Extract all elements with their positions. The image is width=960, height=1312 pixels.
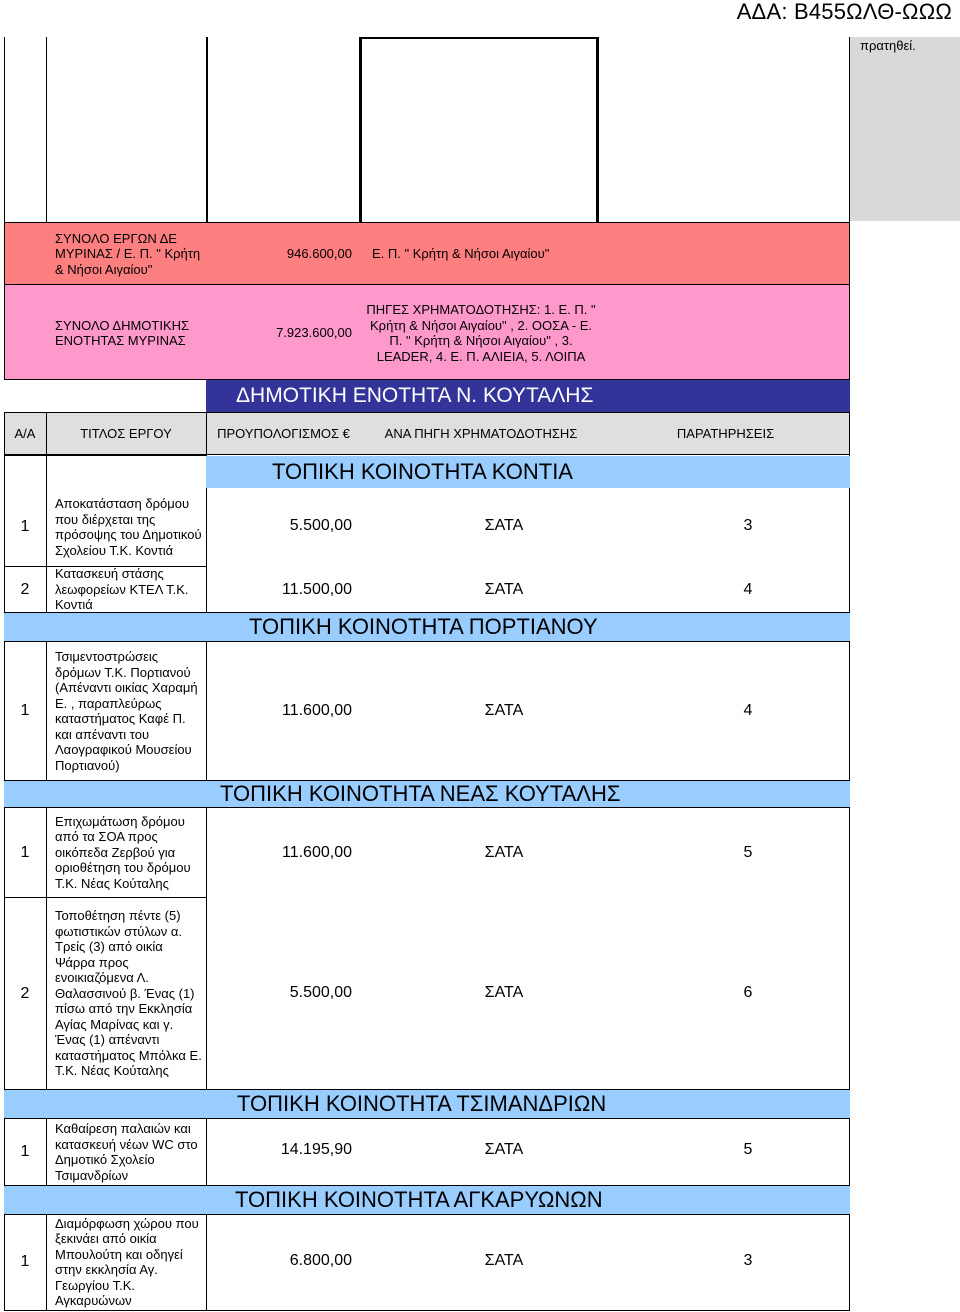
project-title: Αποκατάσταση δρόμου που διέρχεται της πρόσοψης του Δημοτικού Σχολείου Τ.Κ. Κοντιά xyxy=(55,496,202,558)
project-aa: 1 xyxy=(20,702,30,719)
community-nea-koutali: ΤΟΠΙΚΗ ΚΟΙΝΟΤΗΤΑ ΝΕΑΣ ΚΟΥΤΑΛΗΣ xyxy=(220,781,621,806)
project-remark: 4 xyxy=(743,702,753,719)
project-source: ΣΑΤΑ xyxy=(484,702,524,719)
ada-code: ΑΔΑ: Β455ΩΛΘ-ΩΩΩ xyxy=(736,0,952,24)
project-source: ΣΑΤΑ xyxy=(484,1141,524,1158)
project-aa: 2 xyxy=(20,984,30,1002)
header-remarks: ΠΑΡΑΤΗΡΗΣΕΙΣ xyxy=(676,425,775,441)
project-title: Κατασκευή στάσης λεωφορείων ΚΤΕΛ Τ.Κ. Κοντιά xyxy=(55,566,189,613)
project-title: Τοποθέτηση πέντε (5) φωτιστικών στύλων α. Τρείς (3) από οικία Ψάρρα προς ενοικιαζόμενα Λ. Θαλασσινού β. Ένας (1) πίσω από την Εκκλησία Αγίας Μαρίνας και γ. Ένας (1) απέναντι καταστήματος Μπόλκα Ε. Τ.Κ. Νέας Κούταλης xyxy=(55,908,202,1079)
project-budget: 6.800,00 xyxy=(289,1252,352,1269)
project-title: Τσιμεντοστρώσεις δρόμων Τ.Κ. Πορτιανού (Απέναντι οικίας Χαραμή Ε. , παραπλεύρως καταστήματος Καφέ Π. και απέναντι του Λαογραφικού Μουσείου Πορτιανού) xyxy=(55,649,198,773)
header-source: ΑΝΑ ΠΗΓΗ ΧΡΗΜΑΤΟΔΟΤΗΣΗΣ xyxy=(384,425,578,441)
project-title: Καθαίρεση παλαιών και κατασκευή νέων WC στο Δημοτικό Σχολείο Τσιμανδρίων xyxy=(55,1121,198,1183)
project-source: ΣΑΤΑ xyxy=(484,844,524,861)
project-title: Διαμόρφωση χώρου που ξεκινάει από οικία Μπουλούτη και οδηγεί στην εκκλησία Αγ. Γεωργίου Τ.Κ. Αγκαρυώνων xyxy=(55,1215,199,1308)
summary-works-title: ΣΥΝΟΛΟ ΕΡΓΩΝ ΔΕ ΜΥΡΙΝΑΣ / Ε. Π. " Κρήτη & Νήσοι Αιγαίου" xyxy=(55,230,201,277)
project-aa: 2 xyxy=(20,580,30,598)
project-remark: 5 xyxy=(743,1141,753,1158)
community-kontia: ΤΟΠΙΚΗ ΚΟΙΝΟΤΗΤΑ ΚΟΝΤΙΑ xyxy=(272,459,573,484)
project-aa: 1 xyxy=(20,518,30,535)
budget-cell-top xyxy=(206,37,361,223)
project-budget: 11.500,00 xyxy=(282,581,352,598)
remarks-column-top xyxy=(850,37,960,221)
community-portianou: ΤΟΠΙΚΗ ΚΟΙΝΟΤΗΤΑ ΠΟΡΤΙΑΝΟΥ xyxy=(249,614,598,639)
header-aa: Α/Α xyxy=(14,425,36,441)
section-title: ΔΗΜΟΤΙΚΗ ΕΝΟΤΗΤΑ Ν. ΚΟΥΤΑΛΗΣ xyxy=(236,384,594,407)
project-budget: 5.500,00 xyxy=(289,517,352,534)
header-title: ΤΙΤΛΟΣ ΕΡΓΟΥ xyxy=(80,425,172,441)
summary-municipal-budget: 7.923.600,00 xyxy=(276,325,352,341)
project-remark: 4 xyxy=(743,581,753,598)
summary-municipal-title: ΣΥΝΟΛΟ ΔΗΜΟΤΙΚΗΣ ΕΝΟΤΗΤΑΣ ΜΥΡΙΝΑΣ xyxy=(55,317,190,348)
top-note: πρατηθεί. xyxy=(860,38,916,53)
community-agkaryonon: ΤΟΠΙΚΗ ΚΟΙΝΟΤΗΤΑ ΑΓΚΑΡΥΩΝΩΝ xyxy=(235,1187,603,1212)
project-source: ΣΑΤΑ xyxy=(484,984,524,1001)
project-remark: 3 xyxy=(743,517,753,534)
project-budget: 11.600,00 xyxy=(282,702,352,719)
summary-municipal-sources: ΠΗΓΕΣ ΧΡΗΜΑΤΟΔΟΤΗΣΗΣ: 1. Ε. Π. " Κρήτη & Νήσοι Αιγαίου" , 2. ΟΟΣΑ - Ε. Π. " Κρήτη & Νήσοι Αιγαίου" , 3. LEADER, 4. Ε. Π. ΑΛΙΕΙΑ, 5. ΛΟΙΠΑ xyxy=(366,302,596,364)
project-remark: 6 xyxy=(743,984,753,1001)
summary-works-source: Ε. Π. " Κρήτη & Νήσοι Αιγαίου" xyxy=(372,246,550,262)
header-budget: ΠΡΟΥΠΟΛΟΓΙΣΜΟΣ € xyxy=(217,425,350,441)
project-budget: 11.600,00 xyxy=(282,844,352,861)
project-aa: 1 xyxy=(20,843,30,861)
project-aa: 1 xyxy=(20,1143,30,1160)
project-title: Επιχωμάτωση δρόμου από τα ΣΟΑ προς οικόπεδα Ζερβού για οριοθέτηση του δρόμου Τ.Κ. Νέας Κούταλης xyxy=(55,813,191,891)
project-source: ΣΑΤΑ xyxy=(484,581,524,598)
project-budget: 14.195,90 xyxy=(280,1141,352,1158)
project-remark: 3 xyxy=(743,1252,753,1269)
summary-works-budget: 946.600,00 xyxy=(286,246,352,262)
project-source: ΣΑΤΑ xyxy=(484,517,524,534)
project-aa: 1 xyxy=(20,1253,30,1270)
community-tsimandrion: ΤΟΠΙΚΗ ΚΟΙΝΟΤΗΤΑ ΤΣΙΜΑΝΔΡΙΩΝ xyxy=(237,1091,607,1116)
project-budget: 5.500,00 xyxy=(289,984,352,1001)
source-cell-top xyxy=(360,37,599,223)
project-remark: 5 xyxy=(743,844,753,861)
project-source: ΣΑΤΑ xyxy=(484,1252,524,1269)
